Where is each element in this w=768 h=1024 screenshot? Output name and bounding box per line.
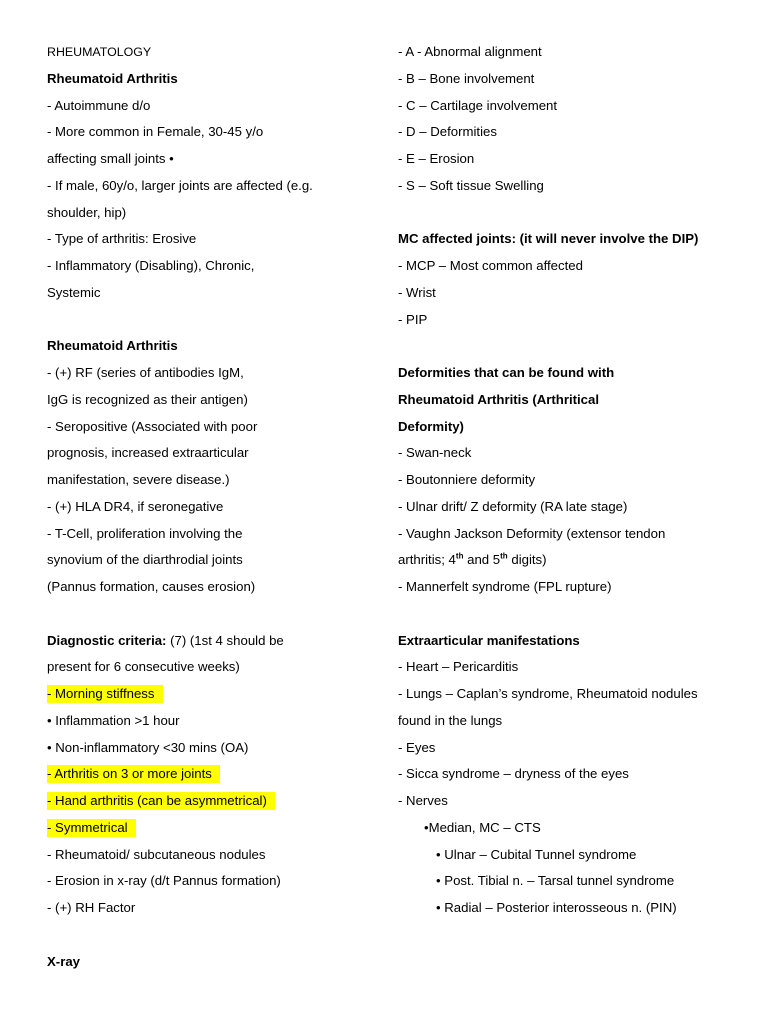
abcdes-item: - B – Bone involvement [398, 70, 535, 86]
ra1-line: affecting small joints • [47, 151, 174, 166]
digits-text: digits) [507, 552, 547, 568]
criteria-hand-arthritis [47, 788, 367, 815]
highlighted-text: - Symmetrical [47, 819, 136, 837]
nerve-item: • Ulnar – Cubital Tunnel syndrome [436, 846, 637, 862]
extraarticular-item: found in the lungs [398, 712, 503, 728]
mc-joints-item: - PIP [398, 311, 428, 327]
deformity-item: - Mannerfelt syndrome (FPL rupture) [398, 579, 612, 594]
abcdes-item: - S – Soft tissue Swelling [398, 177, 544, 193]
spacer [47, 307, 367, 334]
ra1-line: - Inflammatory (Disabling), Chronic, [47, 258, 255, 273]
diagnostic-heading-line2: present for 6 consecutive weeks) [47, 659, 240, 675]
section-title: RHEUMATOLOGY [47, 45, 152, 59]
deformities-heading: Deformities that can be found with [398, 365, 615, 380]
nerve-item: • Post. Tibial n. – Tarsal tunnel syndrome [436, 873, 675, 889]
deformities-heading: Rheumatoid Arthritis (Arthritical [398, 391, 599, 407]
left-column [47, 39, 367, 975]
criteria-morning-stiffness [47, 681, 367, 708]
deformity-item: - Ulnar drift/ Z deformity (RA late stage) [398, 498, 628, 514]
deformity-item-digits [398, 547, 738, 574]
mc-joints-item: - Wrist [398, 284, 436, 300]
spacer [47, 601, 367, 628]
ra2-line: (Pannus formation, causes erosion) [47, 579, 256, 594]
superscript: th [455, 551, 464, 561]
criteria-symmetrical [47, 815, 367, 842]
highlighted-text: - Hand arthritis (can be asymmetrical) [47, 792, 275, 810]
abcdes-item: - E – Erosion [398, 151, 475, 166]
ra1-line: Systemic [47, 284, 101, 300]
ra2-line: - T-Cell, proliferation involving the [47, 525, 243, 541]
abcdes-item: - A - Abnormal alignment [398, 44, 542, 59]
deformity-item: - Boutonniere deformity [398, 472, 536, 487]
extraarticular-item: - Sicca syndrome – dryness of the eyes [398, 766, 629, 782]
criteria-bullet: • Non-inflammatory <30 mins (OA) [47, 739, 249, 755]
nerve-item: • Radial – Posterior interosseous n. (PIN) [436, 900, 677, 915]
spacer [398, 601, 738, 628]
extraarticular-item: - Heart – Pericarditis [398, 659, 519, 675]
extraarticular-item: - Lungs – Caplan’s syndrome, Rheumatoid nodules [398, 686, 698, 701]
spacer [398, 333, 738, 360]
spacer [398, 200, 738, 227]
extraarticular-item: - Nerves [398, 793, 448, 808]
highlighted-text: - Morning stiffness [47, 685, 163, 703]
diagnostic-heading-rest: (7) (1st 4 should be [166, 632, 284, 648]
ra-heading-2: Rheumatoid Arthritis [47, 338, 178, 354]
criteria-erosion: - Erosion in x-ray (d/t Pannus formation) [47, 873, 281, 889]
spacer [47, 922, 367, 949]
digits-text: and 5 [463, 552, 501, 568]
right-column [398, 39, 738, 922]
diagnostic-heading-bold: Diagnostic criteria: [47, 632, 167, 648]
mc-joints-item: - MCP – Most common affected [398, 258, 583, 273]
superscript: th [500, 551, 508, 561]
ra2-line: - (+) RF (series of antibodies IgM, [47, 365, 244, 380]
digits-text: arthritis; 4 [398, 552, 456, 568]
extraarticular-item: - Eyes [398, 739, 436, 755]
ra1-line: - If male, 60y/o, larger joints are affected (e.g. [47, 177, 313, 193]
mc-joints-heading: MC affected joints: (it will never involve the DIP) [398, 231, 699, 247]
ra1-line: shoulder, hip) [47, 204, 127, 220]
extraarticular-heading: Extraarticular manifestations [398, 632, 580, 648]
ra2-line: prognosis, increased extraarticular [47, 445, 249, 461]
nerve-item: •Median, MC – CTS [424, 819, 541, 835]
diagnostic-heading [47, 628, 367, 655]
deformity-item: - Vaughn Jackson Deformity (extensor tendon [398, 525, 666, 541]
criteria-bullet: • Inflammation >1 hour [47, 712, 180, 728]
deformity-item: - Swan-neck [398, 445, 472, 461]
ra1-line: - More common in Female, 30-45 y/o [47, 124, 264, 140]
abcdes-item: - D – Deformities [398, 124, 497, 140]
ra1-line: - Type of arthritis: Erosive [47, 231, 197, 247]
abcdes-item: - C – Cartilage involvement [398, 97, 558, 113]
ra-heading-1: Rheumatoid Arthritis [47, 70, 178, 86]
ra2-line: - (+) HLA DR4, if seronegative [47, 498, 224, 514]
criteria-arthritis-3-joints [47, 761, 367, 788]
ra2-line: - Seropositive (Associated with poor [47, 418, 258, 434]
xray-heading: X-ray [47, 953, 80, 969]
ra2-line: synovium of the diarthrodial joints [47, 552, 243, 568]
criteria-rh-factor: - (+) RH Factor [47, 900, 136, 915]
criteria-nodules: - Rheumatoid/ subcutaneous nodules [47, 846, 266, 862]
ra2-line: manifestation, severe disease.) [47, 472, 230, 487]
ra2-line: IgG is recognized as their antigen) [47, 391, 248, 407]
ra1-line: - Autoimmune d/o [47, 97, 151, 113]
highlighted-text: - Arthritis on 3 or more joints [47, 765, 220, 783]
deformities-heading: Deformity) [398, 418, 464, 434]
